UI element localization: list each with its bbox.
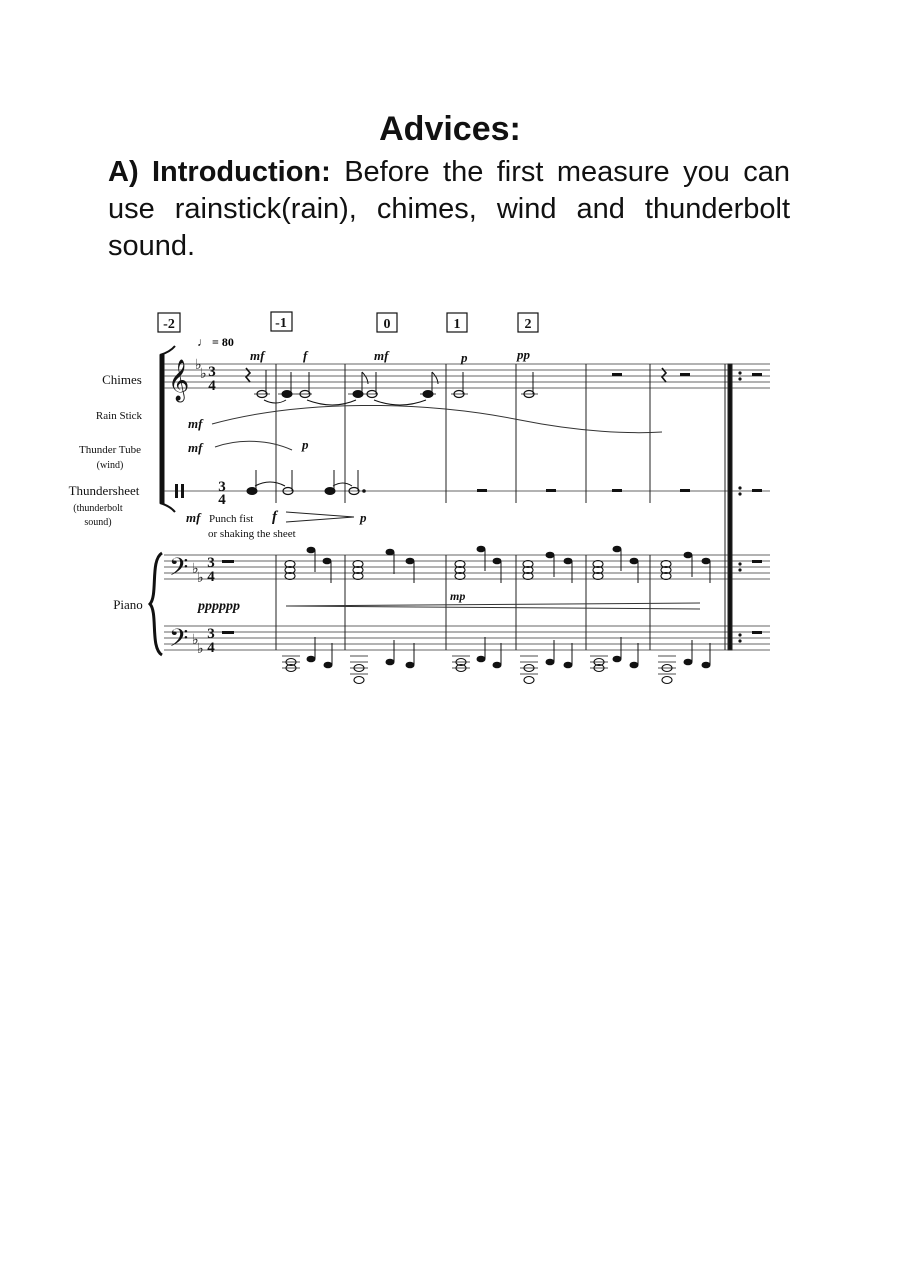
dynamic-mark: f <box>303 348 308 363</box>
treble-clef: 𝄞 <box>168 360 190 400</box>
music-score <box>0 300 900 700</box>
rehearsal-mark: -2 <box>163 317 175 332</box>
crescendo-hairpin <box>286 603 700 609</box>
rehearsal-mark: -1 <box>275 316 287 331</box>
time-sig-top: 3 <box>207 555 215 571</box>
label-thundersheet: Thundersheet <box>68 483 140 498</box>
dynamic-mark: p <box>461 350 468 365</box>
bass-clef: 𝄢 <box>169 554 189 587</box>
time-sig-bottom: 4 <box>218 492 226 508</box>
label-thunder-tube-sub: (wind) <box>96 460 124 471</box>
piano-dynamics <box>197 589 465 614</box>
time-sig-top: 3 <box>207 626 215 642</box>
chimes-notes <box>246 368 762 405</box>
time-sig-bottom: 4 <box>207 569 215 585</box>
rehearsal-mark: 1 <box>453 317 461 332</box>
label-rain-stick: Rain Stick <box>95 410 143 422</box>
chimes-dynamics <box>250 347 531 365</box>
instrument-labels <box>69 372 143 612</box>
dynamic-mark: f <box>272 509 277 525</box>
rehearsal-marks <box>158 312 538 332</box>
rehearsal-mark: 2 <box>524 317 532 332</box>
rehearsal-mark: 0 <box>383 317 391 332</box>
decrescendo-hairpin <box>286 512 354 522</box>
repeat-dots <box>738 371 741 642</box>
bass-clef: 𝄢 <box>169 625 189 658</box>
intro-label: A) Introduction: <box>108 156 331 188</box>
dynamic-mark: mf <box>374 348 389 363</box>
label-chimes: Chimes <box>102 372 142 387</box>
page-title: Advices: <box>379 110 521 148</box>
label-piano: Piano <box>113 597 143 612</box>
label-thunder-tube: Thunder Tube <box>78 444 142 456</box>
dynamic-mark: p <box>302 437 309 452</box>
flat-sign: ♭ <box>192 562 199 577</box>
effect-lines <box>212 405 662 450</box>
piano-lower-notes <box>222 631 762 684</box>
piano-upper-notes <box>222 546 762 583</box>
dynamic-mark: mf <box>188 440 203 455</box>
dynamic-mark: mp <box>450 589 466 603</box>
thundersheet-marks <box>186 509 367 540</box>
time-sig-top: 3 <box>218 479 226 495</box>
flat-sign: ♭ <box>197 571 204 586</box>
intro-paragraph <box>108 154 790 265</box>
performance-instruction: Punch fist <box>209 513 254 525</box>
flat-sign: ♭ <box>195 358 202 373</box>
dynamic-mark: mf <box>250 348 265 363</box>
dynamic-mark: pppppp <box>198 599 240 614</box>
flat-sign: ♭ <box>197 642 204 657</box>
dynamic-mark: pp <box>517 347 530 362</box>
flat-sign: ♭ <box>200 367 207 382</box>
time-sig-top: 3 <box>208 364 216 380</box>
tempo-mark: ♩ = 80 <box>197 335 234 349</box>
label-thundersheet-sub: (thunderbolt <box>73 503 123 514</box>
dynamic-mark: mf <box>186 510 201 525</box>
time-sig-bottom: 4 <box>208 378 216 394</box>
dynamic-mark: mf <box>188 416 203 431</box>
dynamic-mark: p <box>360 510 367 525</box>
label-thundersheet-sub: sound) <box>84 517 112 528</box>
flat-sign: ♭ <box>192 633 199 648</box>
intro-text: Before the first measure you can use rainstick(rain), chimes, wind and thunderbolt sound. <box>108 156 791 262</box>
performance-instruction: or shaking the sheet <box>208 528 296 540</box>
time-sig-bottom: 4 <box>207 640 215 656</box>
